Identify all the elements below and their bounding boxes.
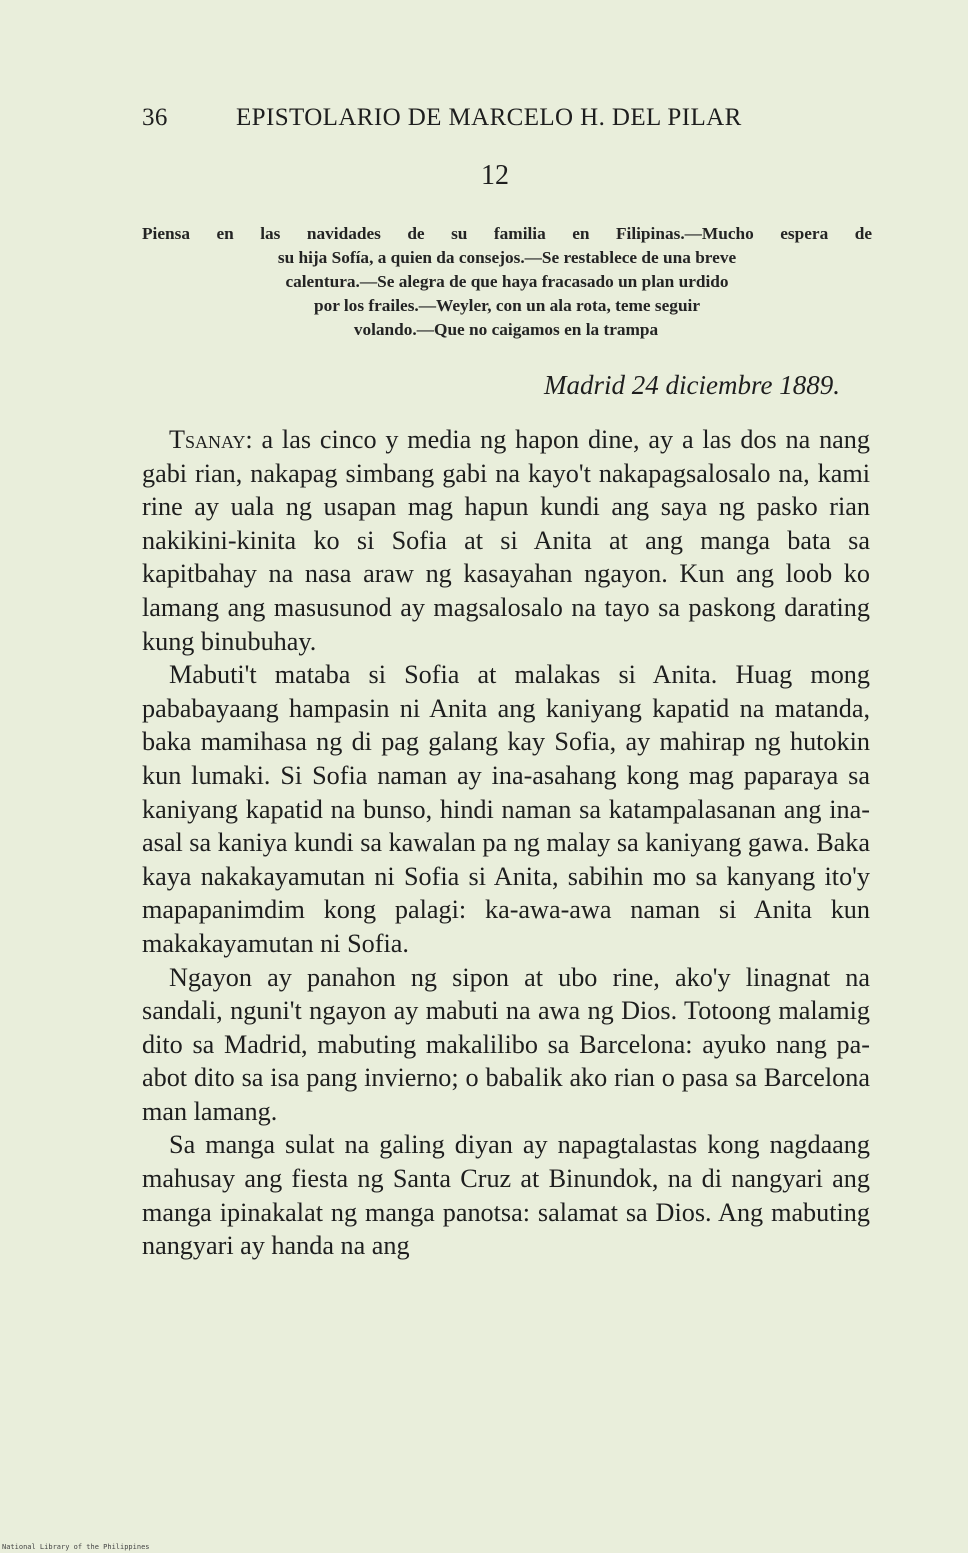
paragraph — [142, 423, 870, 658]
summary-line: su hija Sofía, a quien da consejos.—Se restablece de una breve — [277, 248, 737, 267]
summary-line: calentura.—Se alegra de que haya fracasado un plan urdido — [285, 272, 729, 291]
summary-line: volando.—Que no caigamos en la trampa — [353, 320, 659, 339]
running-title: EPISTOLARIO DE MARCELO H. DEL PILAR — [236, 104, 742, 131]
paragraph: Sa manga sulat na galing diyan ay napagtalastas kong nagdaang mahusay ang fiesta ng Santa Cruz at Binundok, na di nangyari ang manga ipinakalat ng manga panotsa: salamat sa Dios. Ang mabuting nangyari ay handa na ang — [142, 1130, 870, 1261]
paragraph-text: a las cinco y media ng hapon dine, ay a las dos na nang gabi rian, nakapag simbang gabi na kayo't nakapagsalosalo na, kami rine ay uala ng usapan mag hapun kundi ang saya ng pasko rian nakikini-kinita ko si Sofia at si Anita at ang manga bata sa kapitbahay na nasa araw ng kasayahan ngayon. Kun ang loob ko lamang ang masusunod ay magsalosalo na tayo sa paskong darating kung binubuhay. — [142, 425, 870, 656]
dateline: Madrid 24 diciembre 1889. — [544, 370, 840, 400]
page-header — [142, 104, 782, 144]
summary-line: por los frailes.—Weyler, con un ala rota, teme seguir — [313, 296, 701, 315]
salutation: Tsanay: — [169, 425, 253, 454]
footer-credit: National Library of the Philippines — [2, 1543, 150, 1551]
paragraph: Mabuti't mataba si Sofia at malakas si Anita. Huag mong pababayaang hampasin ni Anita ang kaniyang kapatid na matanda, baka mamihasa ng di pag galang kay Sofia, ay mahirap ng hutokin kun lumaki. Si Sofia naman ay ina-asahang kong mag paparaya sa kaniyang kapatid na bunso, hindi naman sa katampalasanan ang ina-asal sa kaniya kundi sa kawalan pa ng malay sa kaniyang gawa. Baka kaya nakakayamutan ni Sofia si Anita, sabihin mo sa kanyang ito'y mapapanimdim kong palagi: ka-awa-awa naman si Anita kun makakayamutan ni Sofia. — [142, 660, 870, 958]
letter-body — [142, 423, 870, 1263]
letter-number: 12 — [481, 160, 509, 191]
paragraph: Ngayon ay panahon ng sipon at ubo rine, ako'y linagnat na sandali, nguni't ngayon ay mabuti na awa ng Dios. Totoong malamig dito sa Madrid, mabuting makalilibo sa Barcelona: ayuko nang pa-abot dito sa isa pang invierno; o babalik ako rian o pasa sa Barcelona man lamang. — [142, 962, 870, 1126]
letter-summary — [142, 222, 872, 342]
page-number: 36 — [142, 104, 168, 131]
summary-line: Piensa en las navidades de su familia en Filipinas.—Mucho espera de — [142, 224, 872, 243]
